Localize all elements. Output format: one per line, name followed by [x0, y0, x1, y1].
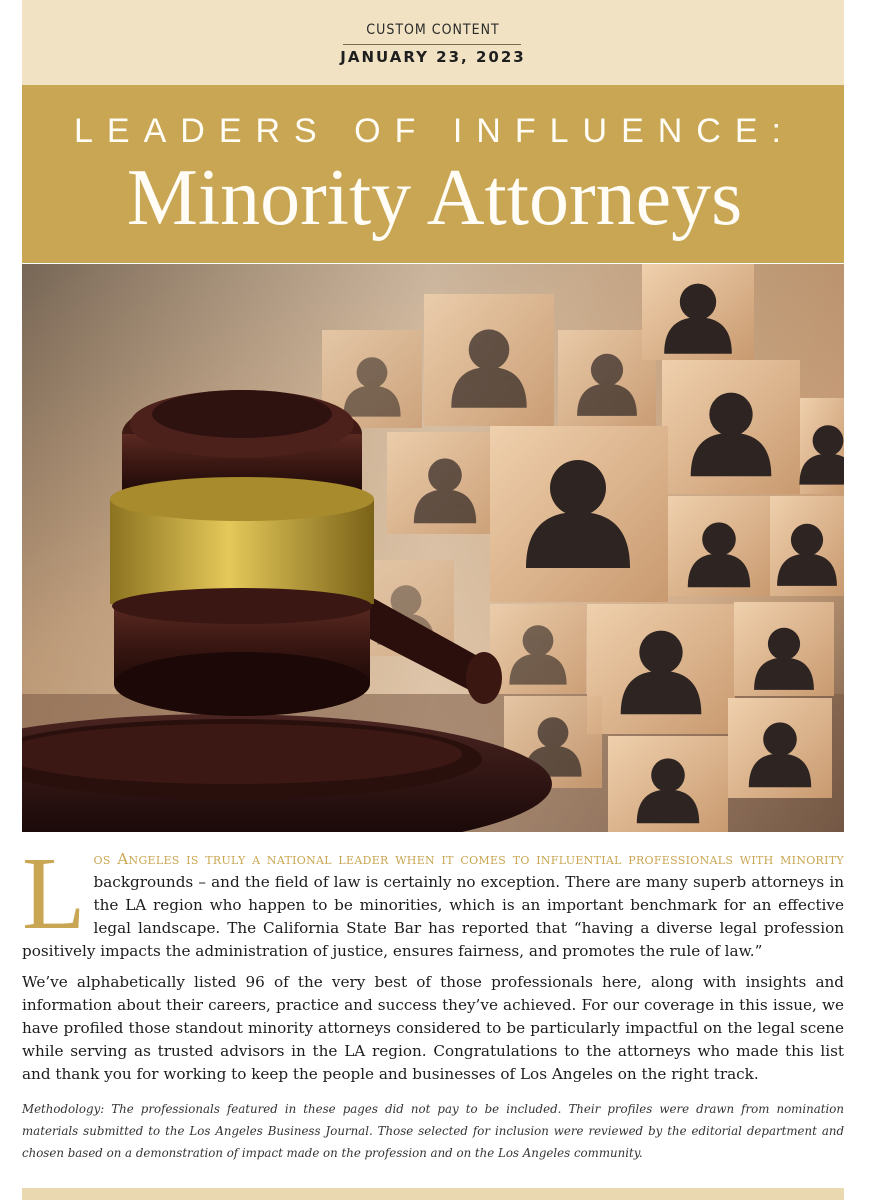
intro-paragraph: [22, 836, 844, 963]
gavel-head: [110, 390, 374, 716]
hero-image: [22, 264, 844, 832]
title-headline: Minority Attorneys: [126, 154, 743, 242]
methodology-note: Methodology: The professionals featured in these pages did not pay to be included. Their profiles were drawn from nomination materials submitted to the Los Angeles Business Journal. Those selected for inclusion were reviewed by the editorial department and chosen based on a demonstration of impact made on the profession and on the Los Angeles community.: [22, 1101, 844, 1160]
header-rule: [343, 44, 521, 45]
section-label: CUSTOM CONTENT: [366, 22, 500, 38]
second-paragraph: We’ve alphabetically listed 96 of the very best of those professionals here, along with insights and information about their careers, practice and success they’ve achieved. For our coverage in this issue, we have profiled those standout minority attorneys considered to be particularly impactful on the legal scene while serving as trusted advisors in the LA region. Congratulations to the attorneys who made this list and thank you for working to keep the people and businesses of Los Angeles on the right track.: [22, 973, 844, 1083]
header-band: [22, 0, 844, 85]
gavel-and-blocks-illustration: [22, 264, 844, 832]
issue-date: JANUARY 23, 2023: [340, 48, 526, 66]
footer-bar: [22, 1188, 844, 1200]
article-body: [22, 836, 844, 1176]
lead-in-caps: os Angeles is truly a national leader when it comes to influential professionals with minority: [93, 850, 844, 868]
intro-paragraph-text: backgrounds – and the field of law is certainly no exception. There are many superb attorneys in the LA region who happen to be minorities, which is an important benchmark for an effective legal landscape. The California State Bar has reported that “having a diverse legal profession positively impacts the administration of justice, ensures fairness, and promotes the rule of law.”: [22, 873, 844, 960]
drop-cap: L: [22, 836, 86, 951]
title-kicker: LEADERS OF INFLUENCE:: [74, 112, 795, 150]
